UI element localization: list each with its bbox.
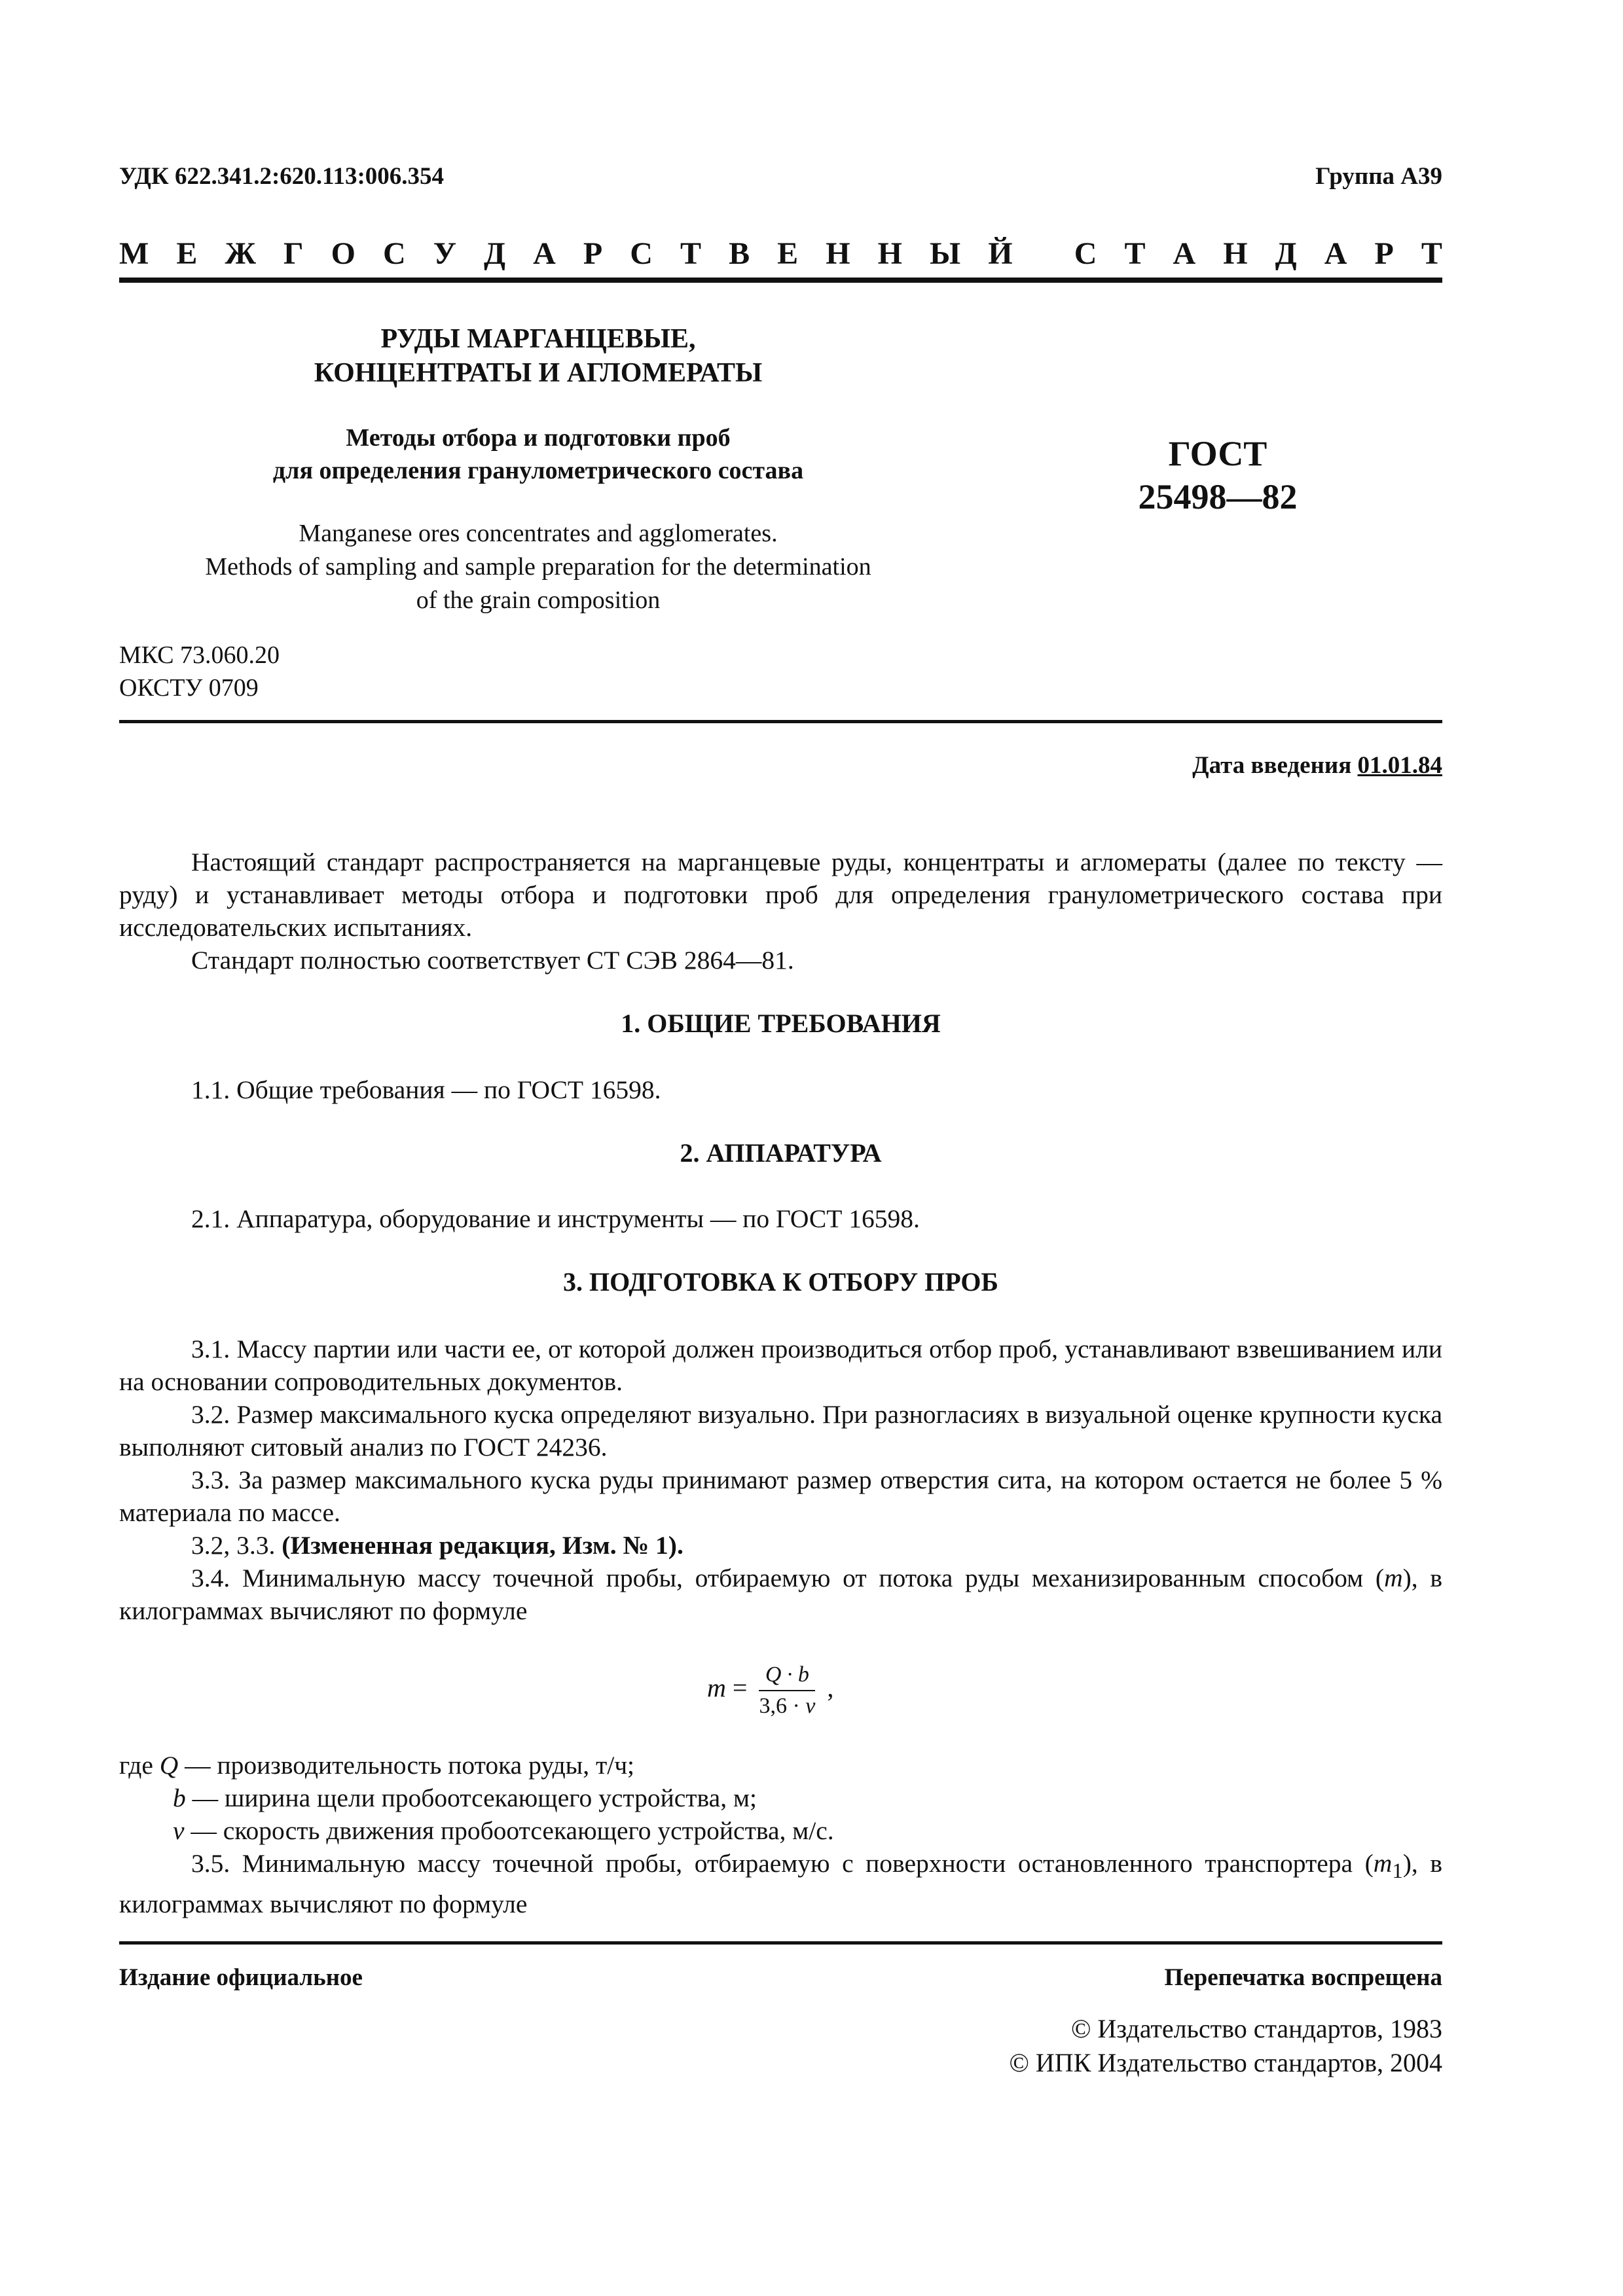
legend-b	[119, 1782, 1442, 1814]
formula-equals: =	[732, 1673, 748, 1703]
legend-b-text: — ширина щели пробоотсекающего устройства, м;	[185, 1784, 757, 1812]
clause-3-5-subscript: 1	[1392, 1859, 1403, 1883]
intro-paragraph-1: Настоящий стандарт распространяется на марганцевые руды, концентраты и агломераты (далее по тексту — руду) и устанавливает методы отбора и подготовки проб для определения гранулометрического состава при исследовательских испытаниях.	[119, 848, 1442, 942]
title-line-2: КОНЦЕНТРАТЫ И АГЛОМЕРАТЫ	[314, 358, 763, 388]
section-2-heading: 2. АППАРАТУРА	[680, 1138, 882, 1168]
formula-denominator-var: v	[805, 1694, 816, 1718]
legend-q	[119, 1749, 1442, 1782]
clause-3-4	[119, 1562, 1442, 1627]
banner-letter: Г	[283, 236, 304, 271]
section-3-text	[119, 1333, 1442, 1627]
amendment-text: (Измененная редакция, Изм. № 1).	[282, 1531, 684, 1560]
formula-comma: ,	[827, 1673, 834, 1703]
banner-letter: У	[433, 236, 456, 271]
clause-3-5-variable: m	[1373, 1849, 1393, 1878]
banner-letter: Ж	[225, 236, 256, 271]
gost-number	[1074, 432, 1362, 518]
gost-label: ГОСТ	[1168, 434, 1267, 473]
banner-letter: С	[630, 236, 653, 271]
section-1-text	[119, 1073, 1442, 1106]
banner-letter: Е	[176, 236, 198, 271]
introduction-date-value: 01.01.84	[1357, 752, 1442, 779]
banner-letter: А	[1324, 236, 1347, 271]
formula-denominator	[759, 1691, 815, 1719]
section-2-text	[119, 1202, 1442, 1235]
banner-letter: А	[1173, 236, 1196, 271]
introduction-date	[1192, 751, 1442, 780]
clause-3-4-text: 3.4. Минимальную массу точечной пробы, отбираемую от потока руды механизированным способом (	[191, 1564, 1385, 1592]
english-title	[119, 517, 957, 617]
intro-text	[119, 846, 1442, 977]
clause-3-4-end: ), в килограммах вычисляют по формуле	[119, 1564, 1442, 1625]
banner-letter: Н	[877, 236, 902, 271]
clause-3-3: 3.3. За размер максимального куска руды принимают размер отверстия сита, на котором остается не более 5 % материала по массе.	[119, 1465, 1442, 1527]
banner-letter: М	[119, 236, 149, 271]
clause-3-5-end: ), в килограммах вычисляют по формуле	[119, 1849, 1442, 1918]
legend-v	[119, 1814, 1442, 1847]
amendment-clauses: 3.2, 3.3.	[191, 1531, 276, 1560]
formula-fraction	[759, 1662, 815, 1719]
banner-letter: Й	[988, 236, 1013, 271]
udk-code: УДК 622.341.2:620.113:006.354	[119, 163, 445, 190]
legend-v-var: v	[173, 1816, 185, 1845]
formula-lhs: m	[707, 1673, 726, 1703]
document-subtitle	[119, 422, 957, 487]
introduction-date-label: Дата введения	[1192, 752, 1352, 779]
clause-1-1: 1.1. Общие требования — по ГОСТ 16598.	[191, 1075, 661, 1104]
subtitle-line-2: для определения гранулометрического состава	[272, 457, 804, 484]
banner-word-gap	[1040, 236, 1047, 272]
copyright-1983: © Издательство стандартов, 1983	[1070, 2014, 1442, 2043]
banner-letter: Ы	[930, 236, 961, 271]
banner-letter: Р	[583, 236, 603, 271]
banner-letter: Е	[777, 236, 799, 271]
amendment-note	[119, 1529, 1442, 1562]
formula-numerator: Q · b	[759, 1662, 815, 1691]
clause-3-1: 3.1. Массу партии или части ее, от которой должен производиться отбор проб, устанавливают взвешиванием или на основании сопроводительных документов.	[119, 1335, 1442, 1396]
english-title-line-2: Methods of sampling and sample preparation for the determination	[205, 553, 871, 581]
formula-denominator-const: 3,6 ·	[759, 1694, 800, 1718]
section-3-text-continued	[119, 1847, 1442, 1920]
banner-letter: Н	[1223, 236, 1248, 271]
footer-rule	[119, 1941, 1442, 1945]
legend-where: где	[119, 1751, 153, 1780]
document-title	[119, 322, 957, 390]
okstu-code: ОКСТУ 0709	[119, 674, 259, 702]
clause-3-2: 3.2. Размер максимального куска определяют визуально. При разногласиях в визуальной оценке крупности куска выполняют ситовый анализ по ГОСТ 24236.	[119, 1400, 1442, 1462]
formula-legend	[119, 1749, 1442, 1847]
header-rule	[119, 278, 1442, 283]
legend-v-text: — скорость движения пробоотсекающего устройства, м/с.	[184, 1816, 834, 1845]
banner-letter: С	[1074, 236, 1097, 271]
gost-code: 25498—82	[1138, 477, 1298, 516]
intro-paragraph-2: Стандарт полностью соответствует СТ СЭВ 2864—81.	[191, 946, 794, 975]
banner-letter: Н	[826, 236, 850, 271]
mass-formula	[707, 1662, 833, 1719]
group-code: Группа А39	[1315, 163, 1442, 190]
banner-letter: Д	[484, 236, 506, 271]
reprint-prohibited: Перепечатка воспрещена	[1164, 1964, 1442, 1991]
clause-3-4-variable: m	[1384, 1564, 1403, 1592]
official-edition: Издание официальное	[119, 1964, 363, 1991]
classification-codes	[119, 639, 280, 704]
section-3-heading: 3. ПОДГОТОВКА К ОТБОРУ ПРОБ	[563, 1267, 998, 1297]
title-line-1: РУДЫ МАРГАНЦЕВЫЕ,	[380, 324, 696, 354]
banner-letter: О	[331, 236, 356, 271]
legend-b-var: b	[173, 1784, 186, 1812]
banner-letter: Т	[1421, 236, 1442, 271]
clause-2-1: 2.1. Аппаратура, оборудование и инструменты — по ГОСТ 16598.	[191, 1204, 920, 1233]
clause-3-5-text: 3.5. Минимальную массу точечной пробы, отбираемую с поверхности остановленного транспортера (	[191, 1849, 1374, 1878]
copyright-2004: © ИПК Издательство стандартов, 2004	[1009, 2048, 1442, 2077]
interstate-standard-banner	[119, 236, 1442, 272]
banner-letter: Т	[1124, 236, 1146, 271]
section-1-heading: 1. ОБЩИЕ ТРЕБОВАНИЯ	[621, 1009, 941, 1038]
banner-letter: А	[533, 236, 556, 271]
subtitle-line-1: Методы отбора и подготовки проб	[346, 424, 731, 452]
banner-letter: В	[729, 236, 750, 271]
banner-letter: С	[383, 236, 406, 271]
english-title-line-3: of the grain composition	[416, 586, 661, 614]
clause-3-5	[119, 1847, 1442, 1920]
english-title-line-1: Manganese ores concentrates and agglomerates.	[299, 520, 778, 547]
mks-code: МКС 73.060.20	[119, 641, 280, 669]
title-rule	[119, 720, 1442, 723]
legend-q-var: Q	[159, 1751, 179, 1780]
banner-letter: Д	[1275, 236, 1297, 271]
banner-letter: Р	[1374, 236, 1394, 271]
banner-letter: Т	[680, 236, 701, 271]
legend-q-text: — производительность потока руды, т/ч;	[178, 1751, 635, 1780]
